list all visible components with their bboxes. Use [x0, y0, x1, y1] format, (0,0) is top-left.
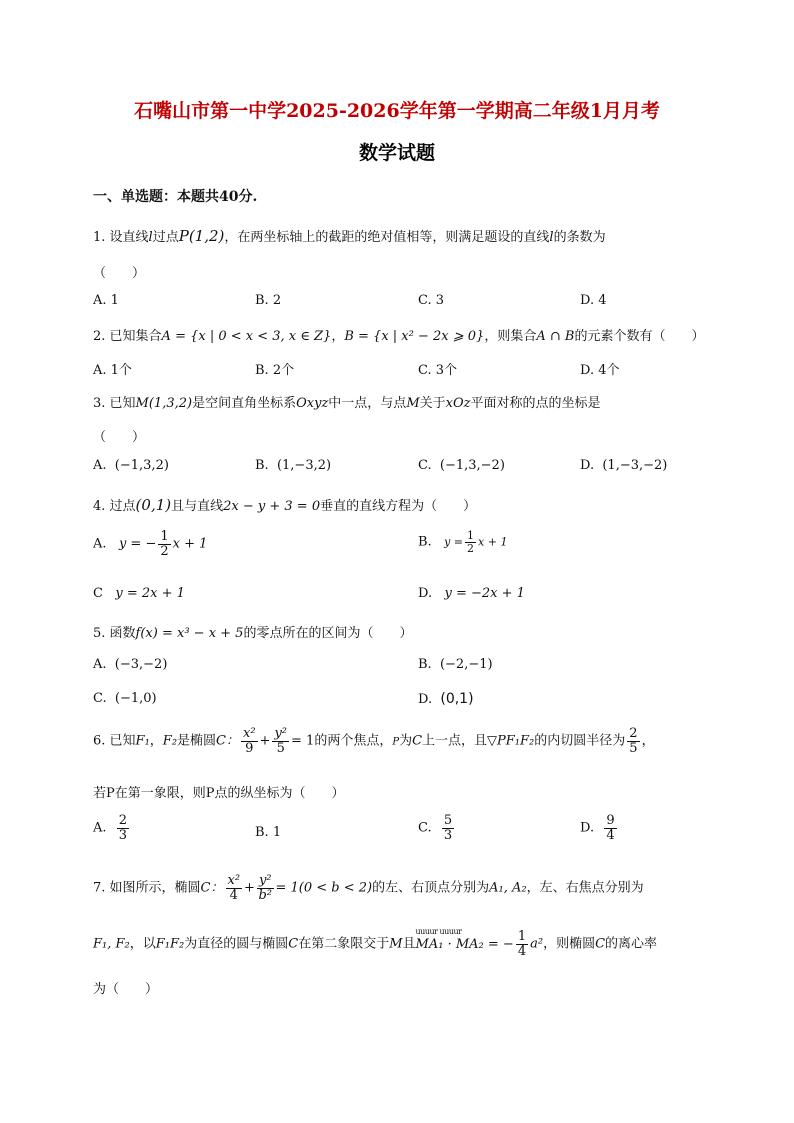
q4-b-den: 2: [467, 541, 475, 555]
q7-k-den: 4: [517, 943, 527, 959]
q6-frac-x-den: 9: [245, 740, 254, 756]
q3-label-b: B.: [255, 458, 269, 473]
q3-label-c: C.: [418, 458, 432, 473]
q2-set-b: B = {x | x² − 2x ⩾ 0}: [344, 329, 485, 344]
q6-option-d[interactable]: [580, 814, 619, 842]
q7-frac-y-den: b²: [258, 887, 272, 903]
question-6: [93, 727, 655, 755]
q6-option-b[interactable]: B. 1: [255, 825, 282, 840]
q6-a-num: 2: [118, 813, 128, 828]
q2-option-a[interactable]: A. 1个: [93, 363, 132, 378]
q7-var-m: M: [389, 936, 403, 952]
q7-frac-x-den: 4: [229, 887, 238, 903]
q6-f2: F₂: [162, 733, 178, 749]
q6-triangle: ▽PF₁F₂: [487, 733, 535, 749]
q6-radius-den: 5: [629, 740, 638, 756]
q6-text-e: 为: [399, 733, 413, 749]
q7-vector-expr: [415, 926, 514, 952]
question-7: [93, 874, 644, 902]
q3-text-a: 3. 已知: [93, 396, 136, 411]
q4-b-pre: y =: [444, 535, 464, 549]
q7-var-c2: C: [595, 936, 606, 952]
q6-c-den: 3: [443, 827, 453, 843]
q1-text-a: 1. 设直线: [93, 230, 149, 245]
q1-text-b: 过点: [152, 230, 179, 245]
q6-var-c: C: [412, 733, 423, 749]
q6-radius-frac: [627, 727, 639, 755]
question-1: [93, 226, 606, 245]
q6-label-c: C.: [418, 820, 432, 836]
q7-a-squared: a²: [530, 936, 544, 952]
q2-option-d[interactable]: D. 4个: [580, 363, 620, 378]
q6-eq: = 1: [291, 733, 315, 749]
q3-option-c[interactable]: [418, 458, 505, 473]
q4-line-eq: 2x − y + 3 = 0: [223, 499, 321, 514]
q4-a-fraction: [158, 530, 170, 558]
q5-text-a: 5. 函数: [93, 626, 136, 641]
q6-text-a: 6. 已知: [93, 733, 136, 749]
q3-option-d[interactable]: [580, 458, 667, 473]
q1-paren: （ ）: [93, 266, 146, 281]
q6-label-d: D.: [580, 820, 595, 836]
q6-option-c[interactable]: [418, 814, 456, 842]
exam-title: 石嘴山市第一中学2025-2026学年第一学期高二年级1月月考: [134, 100, 660, 122]
q2-text: 2. 已知集合: [93, 329, 162, 344]
q5-label-a: A.: [93, 657, 107, 672]
q3-var-m: M: [406, 396, 420, 411]
q6-frac-x-num: x²: [243, 726, 256, 741]
q7-text-e: ，以: [129, 936, 156, 952]
q7-var-c: C: [288, 936, 299, 952]
q4-b-post: x + 1: [478, 535, 508, 549]
q6-frac-x: [241, 727, 258, 755]
q6-option-a[interactable]: [93, 814, 131, 842]
q7-ellipse-c: C：: [200, 880, 224, 896]
q4-option-d[interactable]: [418, 586, 525, 601]
question-4: [93, 495, 476, 514]
question-3: [93, 392, 601, 411]
q6-a-den: 3: [118, 827, 128, 843]
q3-text-b: 是空间直角坐标系: [192, 396, 297, 411]
q3-value-a: (−1,3,2): [114, 458, 169, 473]
q5-option-d[interactable]: [418, 691, 474, 707]
q3-option-a[interactable]: [93, 458, 169, 473]
q2-option-c[interactable]: C. 3个: [418, 363, 458, 378]
q4-text-a: 4. 过点: [93, 499, 136, 514]
q7-text-g: 在第二象限交于: [298, 936, 390, 952]
q7-eq: = 1(0 < b < 2): [275, 880, 373, 896]
q6-comma: ，: [641, 733, 655, 749]
q1-text-d: 的条数为: [553, 230, 606, 245]
q2-option-b[interactable]: B. 2个: [255, 363, 295, 378]
q6-c-num: 5: [443, 813, 453, 828]
q5-text-b: 的零点所在的区间为（ ）: [243, 626, 413, 641]
q7-frac-y: [257, 874, 274, 902]
q6-c-frac: [442, 814, 454, 842]
q3-value-d: (1,−3,−2): [602, 458, 668, 473]
q7-text-j: 的离心率: [605, 936, 658, 952]
q5-label-b: B.: [418, 657, 432, 672]
q2-intersection: A ∩ B: [536, 329, 575, 344]
q6-d-frac: [604, 814, 616, 842]
q7-k-frac: [516, 930, 528, 958]
q7-foci: F₁, F₂: [93, 936, 130, 952]
q2-comma: ，: [331, 329, 345, 344]
q7-text-i: ，则椭圆: [543, 936, 596, 952]
question-2: [93, 325, 704, 344]
q7-frac-x: [226, 874, 243, 902]
subject-title: 数学试题: [358, 142, 435, 164]
q6-sep: ，: [149, 733, 163, 749]
q7-line-3: 为（ ）: [93, 982, 159, 997]
section-heading: 一、单选题：本题共40分.: [93, 189, 258, 205]
q3-plane: xOz: [445, 396, 471, 411]
q7-frac-x-num: x²: [227, 873, 241, 888]
q2-tail: ，则集合: [484, 329, 537, 344]
q3-value-c: (−1,3,−2): [439, 458, 505, 473]
q4-a-num: 1: [160, 529, 169, 544]
q6-label-a: A.: [93, 820, 107, 836]
q4-b-num: 1: [467, 529, 475, 542]
q6-ellipse-c: C：: [216, 733, 239, 749]
q4-label-d: D.: [418, 586, 433, 601]
q2-end: 的元素个数有（ ）: [574, 329, 705, 344]
q6-text-g: 的内切圆半径为: [534, 733, 626, 749]
q6-text-b: 是椭圆: [177, 733, 217, 749]
q4-option-a[interactable]: [93, 530, 207, 558]
q7-vector-arrows: uuuur uuuur: [415, 926, 462, 936]
q4-option-b[interactable]: [418, 530, 507, 554]
q1-var-l2: l: [549, 230, 554, 245]
q6-line-2: 若P在第一象限，则P点的纵坐标为（ ）: [93, 786, 345, 801]
q6-frac-y-num: y²: [274, 726, 288, 741]
q1-point: P(1,2): [178, 227, 225, 245]
q4-d-value: y = −2x + 1: [444, 586, 525, 601]
q1-var-l: l: [148, 230, 153, 245]
q5-label-d: D.: [418, 692, 433, 707]
q5-option-c[interactable]: [93, 691, 157, 706]
q4-a-den: 2: [160, 543, 169, 559]
q3-label-a: A.: [93, 458, 107, 473]
q4-text-b: 且与直线: [171, 499, 224, 514]
q3-paren: （ ）: [93, 430, 146, 445]
q5-value-d: (0,1): [440, 691, 474, 707]
q6-f1: F₁: [135, 733, 150, 749]
q7-text-b: 的左、右顶点分别为: [372, 880, 490, 896]
q6-frac-y: [272, 727, 289, 755]
q7-dot-product: MA₁ · MA₂ = −: [415, 936, 514, 952]
q4-label-a: A.: [93, 536, 107, 552]
q7-text-a: 7. 如图所示，椭圆: [93, 880, 201, 896]
q6-text-d: 的两个焦点，: [314, 733, 393, 749]
q1-option-b[interactable]: B. 2: [255, 293, 282, 308]
q7-k-num: 1: [517, 929, 527, 944]
question-5: [93, 622, 412, 641]
q4-option-c[interactable]: [93, 586, 185, 601]
q1-text-c: ，在两坐标轴上的截距的绝对值相等，则满足题设的直线: [224, 230, 550, 245]
q7-text-h: 且: [402, 936, 416, 952]
q7-f1f2: F₁F₂: [155, 936, 185, 952]
q2-set-a: A = {x | 0 < x < 3, x ∈ Z}: [161, 329, 332, 344]
q3-text-c: 中一点，与点: [328, 396, 407, 411]
q7-text-d: ，左、右焦点分别为: [526, 880, 644, 896]
q7-text-f: 为直径的圆与椭圆: [184, 936, 289, 952]
q4-text-c: 垂直的直线方程为（ ）: [320, 499, 477, 514]
q3-system: Oxyz: [296, 396, 329, 411]
q3-text-e: 平面对称的点的坐标是: [470, 396, 601, 411]
q5-option-a[interactable]: [93, 657, 167, 672]
q5-value-c: (−1,0): [114, 691, 157, 706]
q4-b-fraction: [465, 530, 476, 554]
q4-a-post: x + 1: [172, 536, 208, 552]
q1-option-c[interactable]: C. 3: [418, 293, 445, 308]
q5-value-b: (−2,−1): [439, 657, 493, 672]
q4-c-value: y = 2x + 1: [115, 586, 185, 601]
q6-d-num: 9: [606, 813, 615, 828]
q3-text-d: 关于: [419, 396, 446, 411]
q6-plus: +: [259, 733, 271, 749]
q7-frac-y-num: y²: [258, 873, 272, 888]
q1-option-d[interactable]: D. 4: [580, 293, 607, 308]
q6-d-den: 4: [606, 827, 615, 843]
q7-plus: +: [244, 880, 255, 896]
q6-a-frac: [117, 814, 129, 842]
q4-label-b: B.: [418, 534, 432, 550]
q6-radius-num: 2: [629, 726, 638, 741]
q7-vertices: A₁, A₂: [489, 880, 527, 896]
q6-frac-y-den: 5: [276, 740, 285, 756]
q5-function: f(x) = x³ − x + 5: [135, 626, 244, 641]
q1-option-a[interactable]: A. 1: [93, 293, 119, 308]
q3-option-b[interactable]: [255, 458, 331, 473]
q6-text-f: 上一点，且: [422, 733, 488, 749]
q3-label-d: D.: [580, 458, 595, 473]
q3-point-m: M(1,3,2): [135, 396, 193, 411]
q5-option-b[interactable]: [418, 657, 493, 672]
q4-point: (0,1): [135, 496, 172, 514]
q6-var-p: P: [392, 736, 400, 748]
q4-a-pre: y = −: [118, 536, 157, 552]
q4-label-c: C: [93, 586, 103, 601]
q7-line-2: [93, 926, 658, 959]
q3-value-b: (1,−3,2): [276, 458, 332, 473]
q5-value-a: (−3,−2): [114, 657, 168, 672]
q5-label-c: C.: [93, 691, 107, 706]
